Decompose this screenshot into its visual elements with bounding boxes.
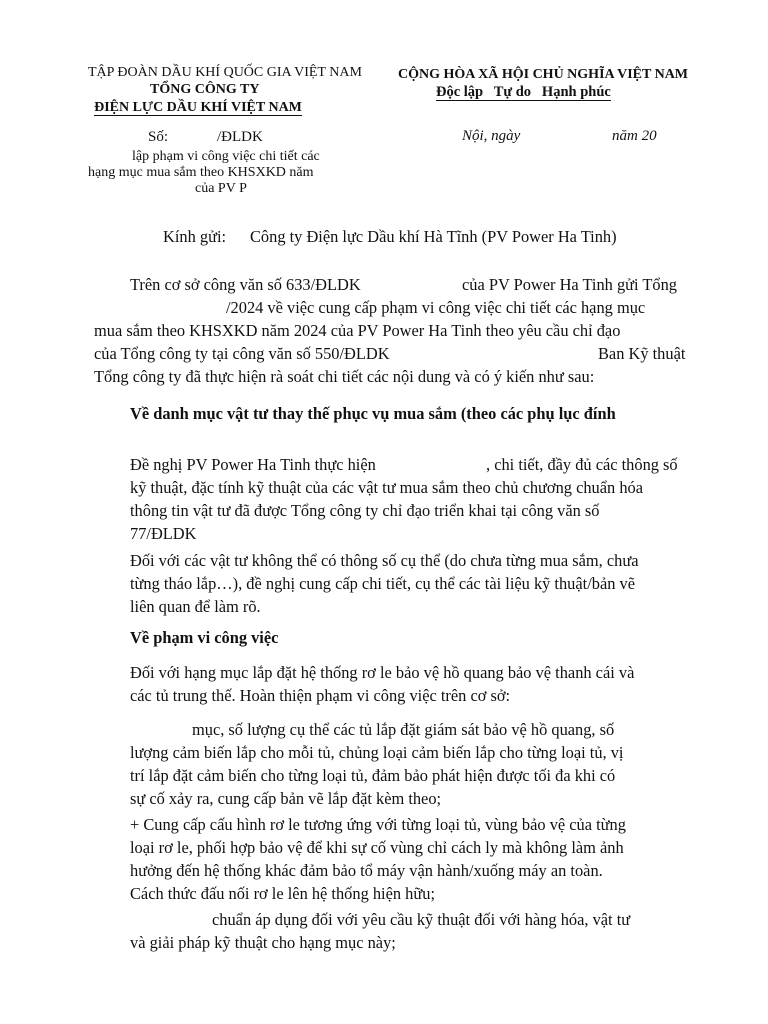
org-parent: TẬP ĐOÀN DẦU KHÍ QUỐC GIA VIỆT NAM xyxy=(88,65,362,80)
date-year: năm 20 xyxy=(612,128,657,144)
date-place: Nội, ngày xyxy=(462,128,521,144)
para1-line4b: Ban Kỹ thuật xyxy=(598,344,686,363)
para5-line2: lượng cảm biến lắp cho mỗi tủ, chủng loại cảm biến lắp cho từng loại tủ, vị xyxy=(130,743,624,762)
org-name-line2 xyxy=(84,99,312,116)
doc-number-suffix: /ĐLDK xyxy=(217,129,263,145)
recipient-name: Công ty Điện lực Dầu khí Hà Tĩnh (PV Power Ha Tinh) xyxy=(250,227,617,246)
org-name-line2-text: ĐIỆN LỰC DẦU KHÍ VIỆT NAM xyxy=(94,100,302,115)
para6-line1: + Cung cấp cấu hình rơ le tương ứng với từng loại tủ, vùng bảo vệ của từng xyxy=(130,815,626,834)
para2-line1b: , chi tiết, đầy đủ các thông số xyxy=(486,455,678,474)
para2-line2: kỹ thuật, đặc tính kỹ thuật của các vật tư mua sắm theo chủ chương chuẩn hóa xyxy=(130,478,643,497)
subject-line-3: của PV P xyxy=(195,181,247,196)
recipient-label: Kính gửi: xyxy=(163,227,227,246)
org-name-line1: TỔNG CÔNG TY xyxy=(150,82,260,97)
para4-line2: các tủ trung thế. Hoàn thiện phạm vi công việc trên cơ sở: xyxy=(130,686,511,705)
para6-line2: loại rơ le, phối hợp bảo vệ để khi sự cố vùng chỉ cách ly mà không làm ảnh xyxy=(130,838,624,857)
para7-line1: chuẩn áp dụng đối với yêu cầu kỹ thuật đối với hàng hóa, vật tư xyxy=(212,910,631,929)
para2-line4: 77/ĐLDK xyxy=(130,524,197,543)
para6-line4: Cách thức đấu nối rơ le lên hệ thống hiện hữu; xyxy=(130,884,436,903)
subject-line-2: hạng mục mua sắm theo KHSXKD năm xyxy=(88,165,314,180)
national-motto xyxy=(436,84,611,101)
section-heading-scope: Về phạm vi công việc xyxy=(130,628,279,647)
para1-line4a: của Tổng công ty tại công văn số 550/ĐLDK xyxy=(94,344,390,363)
para3-line1: Đối với các vật tư không thể có thông số cụ thể (do chưa từng mua sắm, chưa xyxy=(130,551,639,570)
section-heading-materials: Về danh mục vật tư thay thế phục vụ mua sắm (theo các phụ lục đính xyxy=(130,404,616,423)
para1-line1a: Trên cơ sở công văn số 633/ĐLDK xyxy=(130,275,361,294)
doc-number-label: Số: xyxy=(148,129,169,145)
national-title: CỘNG HÒA XÃ HỘI CHỦ NGHĨA VIỆT NAM xyxy=(398,67,689,82)
para1-line2: /2024 về việc cung cấp phạm vi công việc chi tiết các hạng mục xyxy=(226,298,646,317)
para1-line5: Tổng công ty đã thực hiện rà soát chi tiết các nội dung và có ý kiến như sau: xyxy=(94,367,595,386)
para5-line4: sự cố xảy ra, cung cấp bản vẽ lắp đặt kèm theo; xyxy=(130,789,442,808)
para6-line3: hưởng đến hệ thống khác đảm bảo tổ máy vận hành/xuống máy an toàn. xyxy=(130,861,603,880)
para5-line3: trí lắp đặt cảm biến cho từng loại tủ, đảm bảo phát hiện được tối đa khi có xyxy=(130,766,616,785)
subject-line-1: lập phạm vi công việc chi tiết các xyxy=(132,149,320,164)
para1-line3: mua sắm theo KHSXKD năm 2024 của PV Power Ha Tinh theo yêu cầu chỉ đạo xyxy=(94,321,621,340)
national-motto-text: Độc lập Tự do Hạnh phúc xyxy=(436,84,611,100)
para5-line1: mục, số lượng cụ thể các tủ lắp đặt giám sát bảo vệ hồ quang, số xyxy=(192,720,615,739)
para1-line1b: của PV Power Ha Tinh gửi Tổng xyxy=(462,275,677,294)
para3-line3: liên quan để làm rõ. xyxy=(130,597,261,616)
para2-line3: thông tin vật tư đã được Tổng công ty chỉ đạo triển khai tại công văn số xyxy=(130,501,600,520)
para4-line1: Đối với hạng mục lắp đặt hệ thống rơ le bảo vệ hồ quang bảo vệ thanh cái và xyxy=(130,663,635,682)
para2-line1a: Đề nghị PV Power Ha Tinh thực hiện xyxy=(130,455,376,474)
para7-line2: và giải pháp kỹ thuật cho hạng mục này; xyxy=(130,933,396,952)
para3-line2: từng tháo lắp…), đề nghị cung cấp chi tiết, cụ thể các tài liệu kỹ thuật/bản vẽ xyxy=(130,574,635,593)
